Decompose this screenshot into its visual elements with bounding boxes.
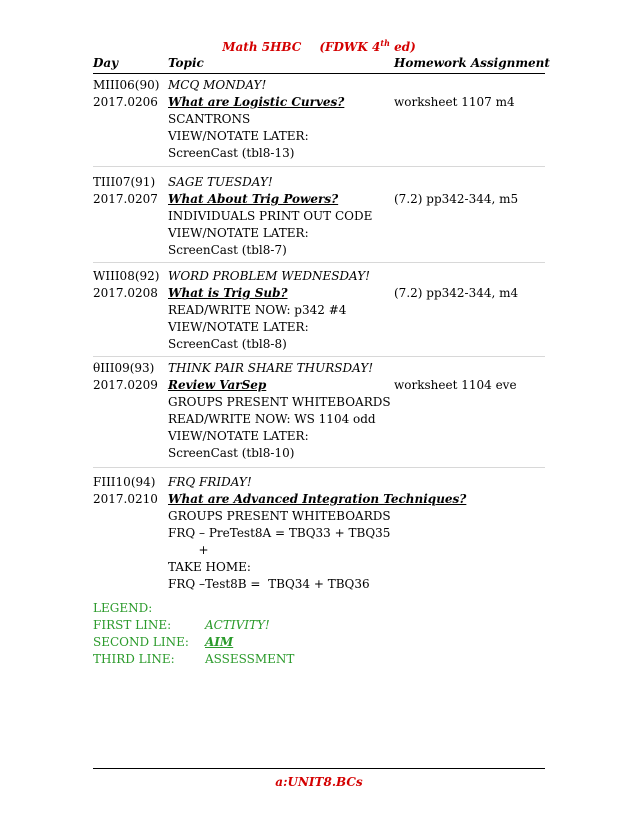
aim-line: What are Logistic Curves? — [168, 95, 345, 109]
day-code: FIII10(94) — [93, 475, 156, 489]
assessment-line: GROUPS PRESENT WHITEBOARDS — [168, 395, 391, 409]
edition-prefix: (FDWK 4 — [319, 40, 381, 54]
legend-row — [93, 617, 294, 634]
day-cell — [93, 268, 159, 302]
activity-line: MCQ MONDAY! — [168, 78, 267, 92]
column-header-day: Day — [93, 56, 119, 70]
homework-cell: worksheet 1107 m4 — [394, 95, 515, 109]
row-divider — [93, 356, 545, 357]
topic-cell — [168, 474, 466, 593]
assessment-line: SCANTRONS — [168, 112, 251, 126]
footer-label: a:UNIT8.BCs — [275, 775, 363, 789]
topic-cell — [168, 77, 344, 162]
day-cell — [93, 360, 158, 394]
row-divider — [93, 166, 545, 167]
assessment-line: READ/WRITE NOW: WS 1104 odd — [168, 412, 376, 426]
column-header-homework: Homework Assignment — [394, 56, 550, 70]
assessment-line: ScreenCast (tbl8-13) — [168, 146, 295, 160]
legend-value-assessment: ASSESSMENT — [205, 652, 295, 666]
homework-cell: worksheet 1104 eve — [394, 378, 517, 392]
page-title — [0, 38, 638, 54]
homework-cell: (7.2) pp342-344, m5 — [394, 192, 519, 206]
day-cell — [93, 174, 158, 208]
assessment-line: FRQ –Test8B = TBQ34 + TBQ36 — [168, 577, 370, 591]
assessment-line: VIEW/NOTATE LATER: — [168, 320, 309, 334]
topic-cell — [168, 268, 370, 353]
homework-cell: (7.2) pp342-344, m4 — [394, 286, 519, 300]
aim-line: What are Advanced Integration Techniques? — [168, 492, 467, 506]
assessment-line: READ/WRITE NOW: p342 #4 — [168, 303, 347, 317]
aim-line: Review VarSep — [168, 378, 267, 392]
assessment-line: INDIVIDUALS PRINT OUT CODE — [168, 209, 373, 223]
legend-title: LEGEND: — [93, 601, 153, 615]
assessment-line: ScreenCast (tbl8-10) — [168, 446, 295, 460]
day-date: 2017.0210 — [93, 492, 158, 506]
legend-row — [93, 651, 294, 668]
legend-value-aim: AIM — [205, 635, 234, 649]
assessment-line: VIEW/NOTATE LATER: — [168, 226, 309, 240]
activity-line: WORD PROBLEM WEDNESDAY! — [168, 269, 370, 283]
day-date: 2017.0209 — [93, 378, 158, 392]
assessment-line: ScreenCast (tbl8-8) — [168, 337, 287, 351]
assessment-line: VIEW/NOTATE LATER: — [168, 129, 309, 143]
day-date: 2017.0208 — [93, 286, 158, 300]
edition-suffix: ed) — [389, 40, 416, 54]
assessment-line: GROUPS PRESENT WHITEBOARDS — [168, 509, 391, 523]
topic-cell — [168, 174, 372, 259]
header-divider — [93, 73, 545, 74]
topic-cell — [168, 360, 391, 462]
row-divider — [93, 467, 545, 468]
day-date: 2017.0206 — [93, 95, 158, 109]
assessment-line: VIEW/NOTATE LATER: — [168, 429, 309, 443]
assessment-line: TAKE HOME: — [168, 560, 251, 574]
day-cell — [93, 77, 159, 111]
activity-line: SAGE TUESDAY! — [168, 175, 273, 189]
legend-label: THIRD LINE: — [93, 652, 175, 666]
column-header-topic: Topic — [168, 56, 204, 70]
day-date: 2017.0207 — [93, 192, 158, 206]
legend-row — [93, 634, 294, 651]
assessment-line: + — [168, 543, 209, 557]
legend-label: FIRST LINE: — [93, 618, 172, 632]
day-code: WIII08(92) — [93, 269, 160, 283]
legend-label: SECOND LINE: — [93, 635, 189, 649]
edition-superscript: th — [380, 38, 390, 48]
row-divider — [93, 262, 545, 263]
legend-value-activity: ACTIVITY! — [205, 618, 270, 632]
day-cell — [93, 474, 158, 508]
activity-line: FRQ FRIDAY! — [168, 475, 252, 489]
aim-line: What is Trig Sub? — [168, 286, 288, 300]
aim-line: What About Trig Powers? — [168, 192, 339, 206]
day-code: θIII09(93) — [93, 361, 155, 375]
activity-line: THINK PAIR SHARE THURSDAY! — [168, 361, 374, 375]
assessment-line: ScreenCast (tbl8-7) — [168, 243, 287, 257]
legend — [93, 600, 294, 668]
day-code: MIII06(90) — [93, 78, 160, 92]
day-code: TIII07(91) — [93, 175, 156, 189]
footer-divider — [93, 768, 545, 769]
course-title: Math 5HBC — [222, 40, 302, 54]
assessment-line: FRQ – PreTest8A = TBQ33 + TBQ35 — [168, 526, 391, 540]
